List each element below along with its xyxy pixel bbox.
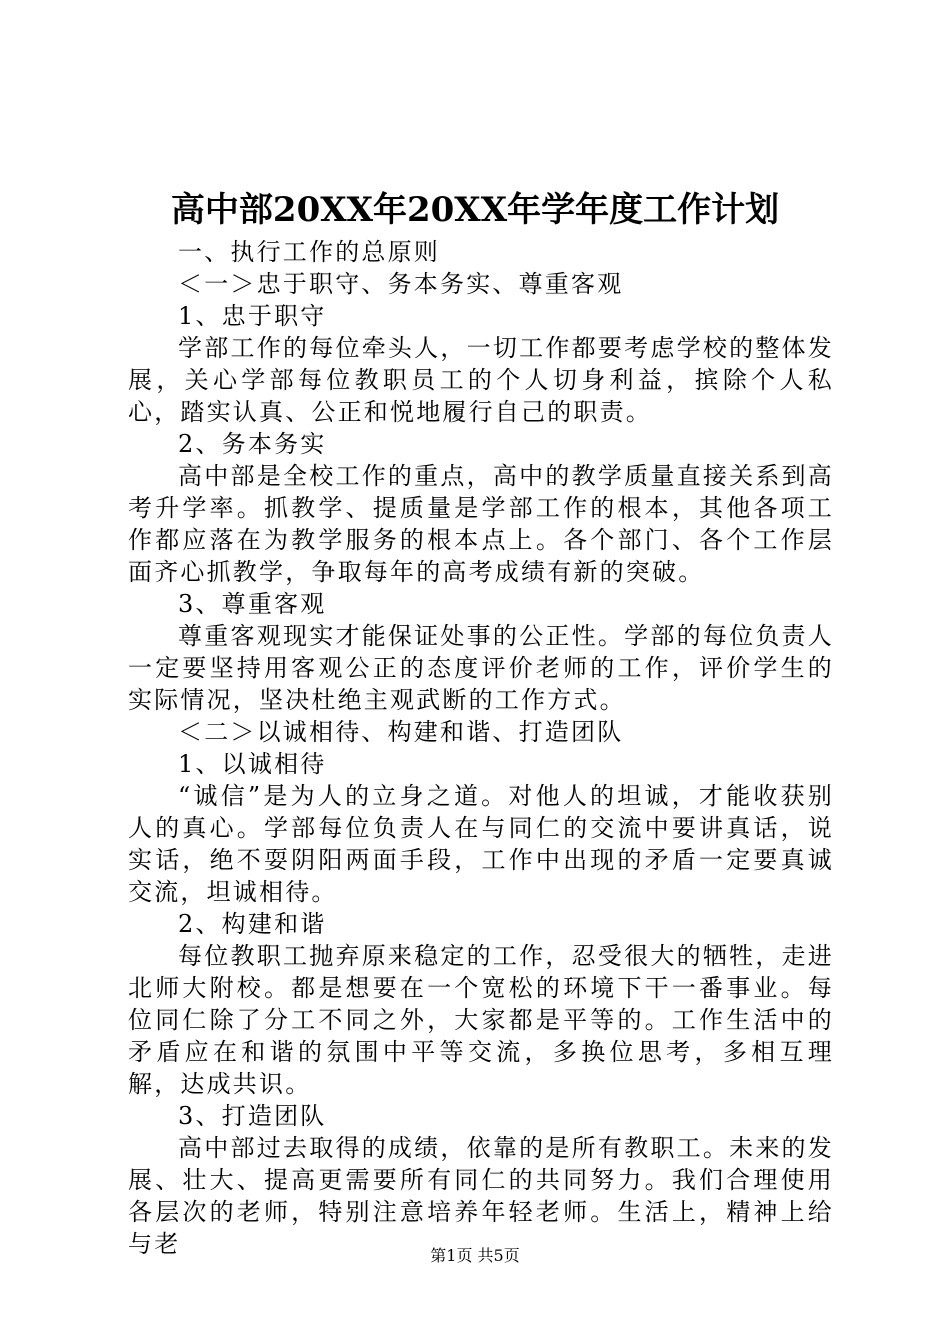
paragraph: 学部工作的每位牵头人，一切工作都要考虑学校的整体发展，关心学部每位教职员工的个人切身利益，摈除个人私心，踏实认真、公正和悦地履行自己的职责。: [128, 334, 834, 426]
document-title: 高中部20XX年20XX年学年度工作计划: [170, 190, 780, 230]
subsection-heading: ＜二＞以诚相待、构建和谐、打造团队: [178, 718, 624, 746]
item-heading: 3、尊重客观: [178, 590, 327, 618]
item-heading: 2、构建和谐: [178, 910, 327, 938]
item-heading: 2、务本务实: [178, 430, 327, 458]
page-number: 第1页 共5页: [430, 1246, 520, 1265]
paragraph: “诚信”是为人的立身之道。对他人的坦诚，才能收获别人的真心。学部每位负责人在与同仁的交流中要讲真话，说实话，绝不耍阴阳两面手段，工作中出现的矛盾一定要真诚交流，坦诚相待。: [128, 782, 834, 906]
item-heading: 3、打造团队: [178, 1102, 327, 1130]
paragraph: 每位教职工抛弃原来稳定的工作，忍受很大的牺牲，走进北师大附校。都是想要在一个宽松的环境下干一番事业。每位同仁除了分工不同之外，大家都是平等的。工作生活中的矛盾应在和谐的氛围中平等交流，多换位思考，多相互理解，达成共识。: [128, 942, 834, 1098]
subsection-heading: ＜一＞忠于职守、务本务实、尊重客观: [178, 270, 624, 298]
item-heading: 1、忠于职守: [178, 302, 327, 330]
document-body: [128, 236, 834, 1260]
paragraph: 尊重客观现实才能保证处事的公正性。学部的每位负责人一定要坚持用客观公正的态度评价老师的工作，评价学生的实际情况，坚决杜绝主观武断的工作方式。: [128, 622, 834, 714]
item-heading: 1、以诚相待: [178, 750, 327, 778]
paragraph: 高中部是全校工作的重点，高中的教学质量直接关系到高考升学率。抓教学、提质量是学部工作的根本，其他各项工作都应落在为教学服务的根本点上。各个部门、各个工作层面齐心抓教学，争取每年的高考成绩有新的突破。: [128, 462, 834, 586]
paragraph: 高中部过去取得的成绩，依靠的是所有教职工。未来的发展、壮大、提高更需要所有同仁的共同努力。我们合理使用各层次的老师，特别注意培养年轻老师。生活上，精神上给与老: [128, 1134, 834, 1258]
section-heading: 一、执行工作的总原则: [178, 238, 440, 266]
